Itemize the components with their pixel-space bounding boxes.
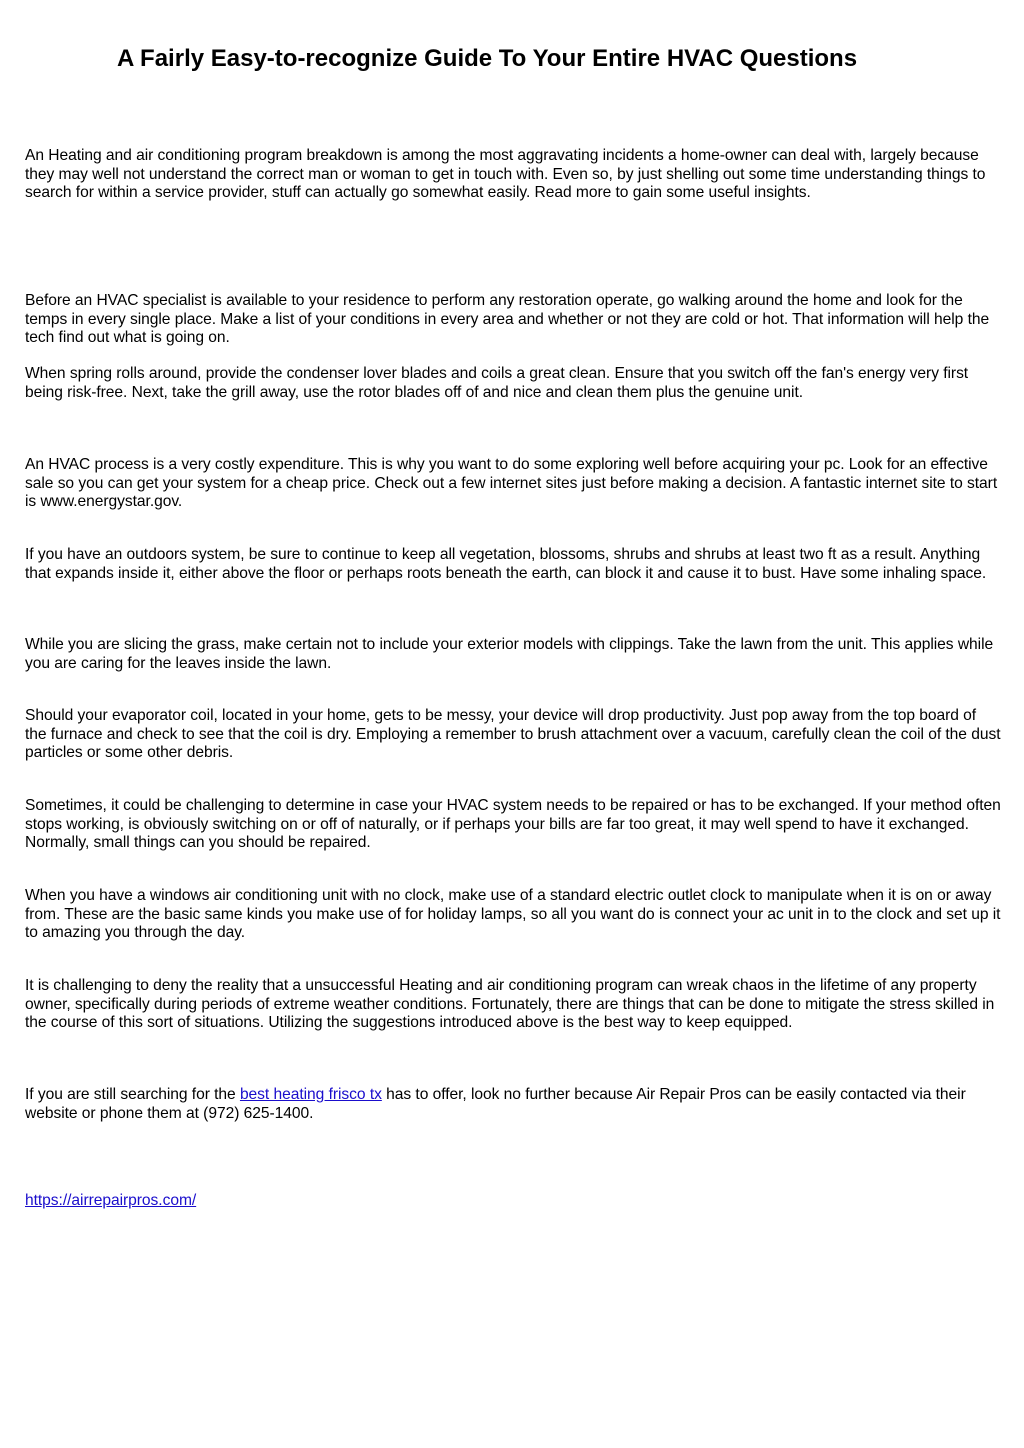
page-title: A Fairly Easy-to-recognize Guide To Your Entire HVAC Questions: [116, 45, 858, 72]
paragraph-repair-or-replace: Sometimes, it could be challenging to determine in case your HVAC system needs to be repaired or has to be exchanged. If your method often stops working, is obviously switching on or off of naturally, or if perhaps your bills are far too great, it may well spend to have it exchanged. Normally, small things can you should be repaired.: [25, 797, 1001, 852]
paragraph-closing: [25, 1086, 1001, 1123]
website-url-link[interactable]: https://airrepairpros.com/: [25, 1192, 197, 1209]
paragraph-evaporator-coil: Should your evaporator coil, located in your home, gets to be messy, your device will drop productivity. Just pop away from the top board of the furnace and check to see that the coil is dry. Employing a remember to brush attachment over a vacuum, carefully clean the coil of the dust particles or some other debris.: [25, 707, 1001, 762]
paragraph-temperature-check: Before an HVAC specialist is available to your residence to perform any restoration operate, go walking around the home and look for the temps in every single place. Make a list of your conditions in every area and whether or not they are cold or hot. That information will help the tech find out what is going on.: [25, 292, 990, 347]
paragraph-spring-cleaning: When spring rolls around, provide the condenser lover blades and coils a great clean. Ensure that you switch off the fan's energy very first being risk-free. Next, take the grill away, use the rotor blades off of and nice and clean them plus the genuine unit.: [25, 365, 969, 401]
paragraph-window-ac-clock: When you have a windows air conditioning unit with no clock, make use of a standard electric outlet clock to manipulate when it is on or away from. These are the basic same kinds you make use of for holiday lamps, so all you want do is connect your ac unit in to the clock and set up it to amazing you through the day.: [25, 887, 1001, 942]
paragraph-conclusion: It is challenging to deny the reality that a unsuccessful Heating and air conditioning program can wreak chaos in the lifetime of any property owner, specifically during periods of extreme weather conditions. Fortunately, there are things that can be done to mitigate the stress skilled in the course of this sort of situations. Utilizing the suggestions introduced above is the best way to keep equipped.: [25, 977, 995, 1032]
paragraph-costly-expenditure: An HVAC process is a very costly expenditure. This is why you want to do some exploring well before acquiring your pc. Look for an effective sale so you can get your system for a cheap price. Check out a few internet sites just before making a decision. A fantastic internet site to start is www.energystar.gov.: [25, 456, 998, 511]
closing-text-before: If you are still searching for the: [25, 1086, 240, 1103]
closing-text-after: has to offer, look no further because Air Repair Pros can be easily contacted via their website or phone them at (972) 625-1400.: [25, 1086, 966, 1122]
paragraph-grass-clippings: While you are slicing the grass, make certain not to include your exterior models with clippings. Take the lawn from the unit. This applies while you are caring for the leaves inside the lawn.: [25, 636, 994, 672]
paragraph-outdoor-system: If you have an outdoors system, be sure to continue to keep all vegetation, blossoms, shrubs and shrubs at least two ft as a result. Anything that expands inside it, either above the floor or perhaps roots beneath the earth, can block it and cause it to bust. Have some inhaling space.: [25, 546, 987, 582]
best-heating-link[interactable]: best heating frisco tx: [239, 1086, 382, 1103]
paragraph-intro: An Heating and air conditioning program breakdown is among the most aggravating incidents a home-owner can deal with, largely because they may well not understand the correct man or woman to get in touch with. Even so, by just shelling out some time understanding things to search for within a service provider, stuff can actually go somewhat easily. Read more to gain some useful insights.: [25, 147, 986, 202]
footer-paragraph: [25, 1192, 1001, 1211]
